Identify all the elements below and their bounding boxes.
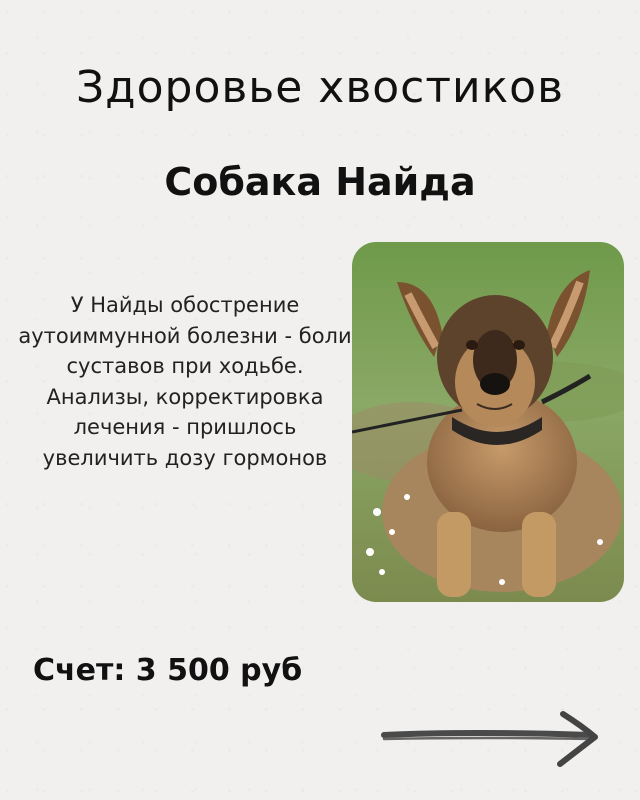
bill-total [33, 653, 302, 688]
bill-amount: 3 500 руб [135, 653, 303, 688]
dog-photo [352, 242, 624, 602]
arrow-right-icon[interactable] [380, 708, 605, 772]
pet-name: Собака Найда [164, 160, 476, 204]
page-title: Здоровье хвостиков [75, 62, 565, 113]
health-description: У Найды обострение аутоиммунной болезни - боли суставов при ходьбе. Анализы, корректировка лечения - пришлось увеличить дозу гормонов [18, 293, 352, 470]
bill-label: Счет: [33, 653, 126, 688]
